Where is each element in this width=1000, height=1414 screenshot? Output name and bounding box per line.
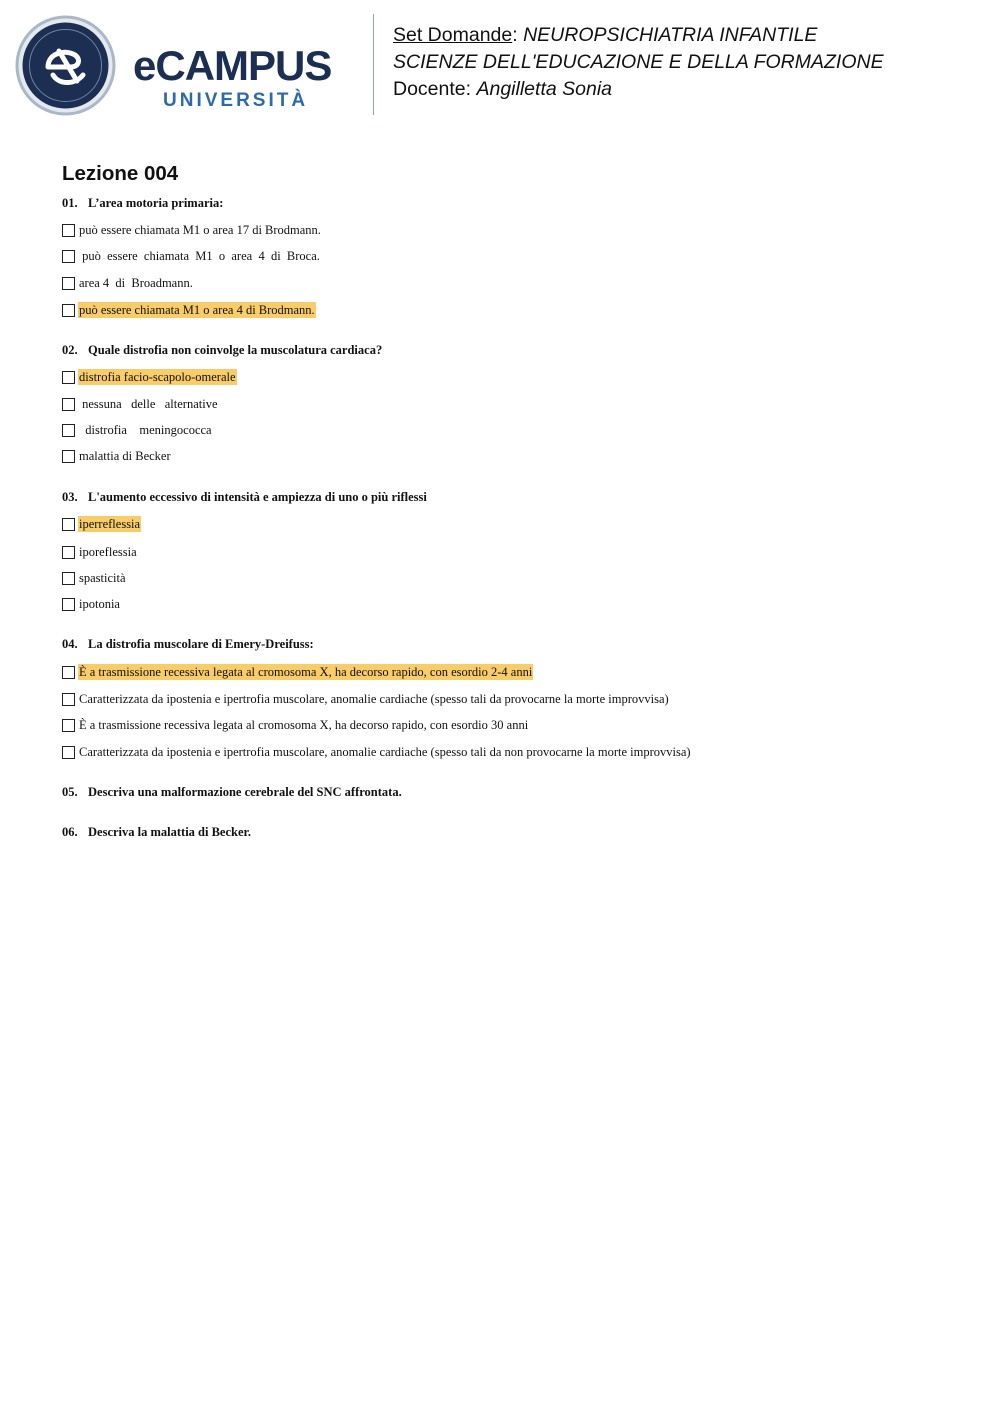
answer-option-highlighted[interactable] <box>62 302 316 318</box>
answer-text: può essere chiamata M1 o area 17 di Brodmann. <box>79 223 321 237</box>
set-value: NEUROPSICHIATRIA INFANTILE <box>523 24 818 46</box>
answer-option[interactable] <box>62 248 321 264</box>
question-number: 02. <box>62 343 78 357</box>
question-number: 05. <box>62 785 78 799</box>
teacher-label: Docente: <box>393 78 472 100</box>
answer-checkbox[interactable] <box>62 572 75 585</box>
answer-option[interactable] <box>62 691 670 707</box>
question-05 <box>62 785 402 800</box>
answer-text: area 4 di Broadmann. <box>79 276 193 290</box>
question-03 <box>62 490 427 505</box>
answer-checkbox[interactable] <box>62 450 75 463</box>
question-02 <box>62 343 382 358</box>
answer-checkbox[interactable] <box>62 250 75 263</box>
answer-checkbox[interactable] <box>62 518 75 531</box>
answer-checkbox[interactable] <box>62 224 75 237</box>
answer-checkbox[interactable] <box>62 546 75 559</box>
answer-checkbox[interactable] <box>62 398 75 411</box>
answer-text: Caratterizzata da ipostenia e ipertrofia muscolare, anomalie cardiache (spesso tali da provocarne la morte improvvisa) <box>79 692 669 706</box>
header-divider <box>373 14 374 115</box>
set-line: Set Domande: NEUROPSICHIATRIA INFANTILE <box>393 24 818 46</box>
answer-checkbox[interactable] <box>62 693 75 706</box>
answer-text: può essere chiamata M1 o area 4 di Broca. <box>79 249 320 263</box>
answer-option[interactable] <box>62 222 322 238</box>
answer-text: distrofia meningococca <box>79 423 212 437</box>
question-text: Descriva la malattia di Becker. <box>88 825 252 839</box>
question-04 <box>62 637 314 652</box>
question-number: 06. <box>62 825 78 839</box>
answer-option-highlighted[interactable] <box>62 516 141 532</box>
answer-checkbox[interactable] <box>62 304 75 317</box>
answer-checkbox[interactable] <box>62 666 75 679</box>
lesson-title: Lezione 004 <box>62 162 179 185</box>
answer-option[interactable] <box>62 596 121 612</box>
question-text: L'aumento eccessivo di intensità e ampiezza di uno o più riflessi <box>88 490 427 504</box>
answer-text: nessuna delle alternative <box>79 397 218 411</box>
answer-option-highlighted[interactable] <box>62 369 237 385</box>
answer-option[interactable] <box>62 744 692 760</box>
answer-text: iporeflessia <box>79 545 137 559</box>
teacher-line <box>393 76 884 103</box>
answer-text: Caratterizzata da ipostenia e ipertrofia muscolare, anomalie cardiache (spesso tali da non provocarne la morte improvvisa) <box>79 745 691 759</box>
svg-text:eCAMPUS: eCAMPUS <box>133 42 332 89</box>
question-number: 04. <box>62 637 78 651</box>
question-text: L’area motoria primaria: <box>88 196 224 210</box>
question-text: Quale distrofia non coinvolge la muscolatura cardiaca? <box>88 343 383 357</box>
answer-text: È a trasmissione recessiva legata al cromosoma X, ha decorso rapido, con esordio 30 anni <box>79 718 529 732</box>
answer-option[interactable] <box>62 275 194 291</box>
answer-text: spasticità <box>79 571 126 585</box>
svg-text:UNIVERSITÀ: UNIVERSITÀ <box>163 90 309 111</box>
answer-option[interactable] <box>62 570 127 586</box>
answer-option[interactable] <box>62 448 172 464</box>
set-label: Set Domande <box>393 24 513 46</box>
answer-option[interactable] <box>62 396 219 412</box>
question-text: Descriva una malformazione cerebrale del SNC affrontata. <box>88 785 402 799</box>
question-text: La distrofia muscolare di Emery-Dreifuss: <box>88 637 314 651</box>
answer-text: malattia di Becker <box>79 449 171 463</box>
answer-option[interactable] <box>62 422 213 438</box>
ecampus-wordmark-logo <box>133 42 358 112</box>
answer-text: distrofia facio-scapolo-omerale <box>79 370 236 384</box>
document-header <box>0 0 1000 130</box>
answer-text: può essere chiamata M1 o area 4 di Brodmann. <box>79 303 315 317</box>
answer-checkbox[interactable] <box>62 424 75 437</box>
answer-option-highlighted[interactable] <box>62 664 533 680</box>
answer-checkbox[interactable] <box>62 719 75 732</box>
answer-text: È a trasmissione recessiva legata al cromosoma X, ha decorso rapido, con esordio 2-4 anni <box>79 665 533 679</box>
ecampus-seal-logo <box>15 15 116 116</box>
answer-checkbox[interactable] <box>62 277 75 290</box>
question-number: 03. <box>62 490 78 504</box>
course-name: SCIENZE DELL'EDUCAZIONE E DELLA FORMAZIONE <box>393 51 884 73</box>
answer-option[interactable] <box>62 717 529 733</box>
answer-option[interactable] <box>62 544 138 560</box>
answer-checkbox[interactable] <box>62 371 75 384</box>
header-info <box>393 22 884 103</box>
teacher-name: Angilletta Sonia <box>476 78 612 100</box>
answer-text: iperreflessia <box>79 517 141 531</box>
question-number: 01. <box>62 196 78 210</box>
answer-text: ipotonia <box>79 597 120 611</box>
question-01 <box>62 196 223 211</box>
answer-checkbox[interactable] <box>62 746 75 759</box>
question-06 <box>62 825 251 840</box>
answer-checkbox[interactable] <box>62 598 75 611</box>
